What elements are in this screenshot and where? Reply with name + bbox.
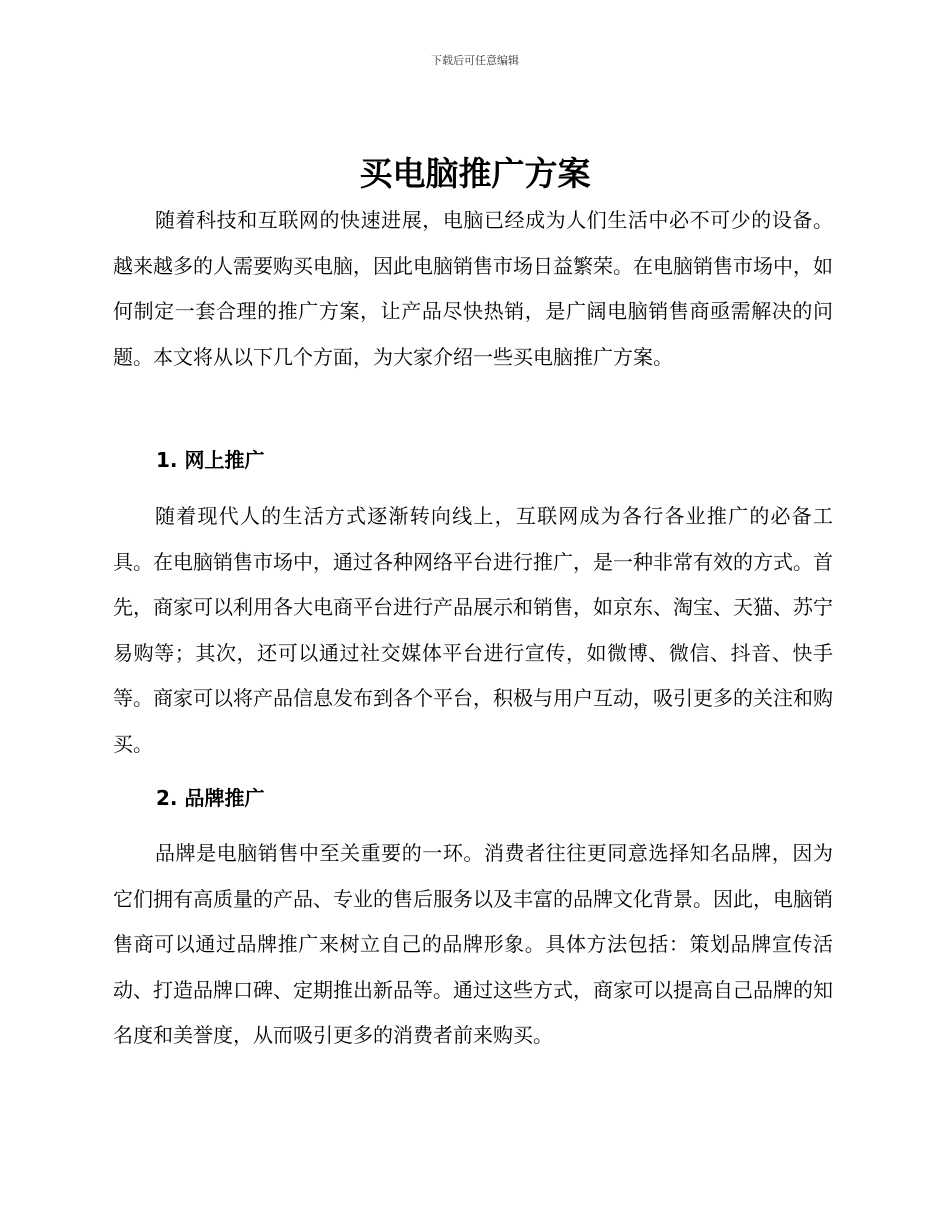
page-header-note: 下载后可任意编辑 [431, 54, 519, 67]
document-title: 买电脑推广方案 [359, 154, 591, 193]
section-body-online-promotion: 随着现代人的生活方式逐渐转向线上，互联网成为各行各业推广的必备工具。在电脑销售市场中，通过各种网络平台进行推广，是一种非常有效的方式。首先，商家可以利用各大电商平台进行产品展示和销售，如京东、淘宝、天猫、苏宁易购等；其次，还可以通过社交媒体平台进行宣传，如微博、微信、抖音、快手等。商家可以将产品信息发布到各个平台，积极与用户互动，吸引更多的关注和购买。 [113, 504, 833, 756]
intro-paragraph: 随着科技和互联网的快速进展，电脑已经成为人们生活中必不可少的设备。越来越多的人需要购买电脑，因此电脑销售市场日益繁荣。在电脑销售市场中，如何制定一套合理的推广方案，让产品尽快热销，是广阔电脑销售商亟需解决的问题。本文将从以下几个方面，为大家介绍一些买电脑推广方案。 [113, 208, 833, 369]
section-heading-online-promotion: 1. 网上推广 [156, 448, 265, 472]
section-body-brand-promotion: 品牌是电脑销售中至关重要的一环。消费者往往更同意选择知名品牌，因为它们拥有高质量的产品、专业的售后服务以及丰富的品牌文化背景。因此，电脑销售商可以通过品牌推广来树立自己的品牌形象。具体方法包括：策划品牌宣传活动、打造品牌口碑、定期推出新品等。通过这些方式，商家可以提高自己品牌的知名度和美誉度，从而吸引更多的消费者前来购买。 [113, 841, 833, 1047]
section-heading-brand-promotion: 2. 品牌推广 [156, 786, 265, 810]
